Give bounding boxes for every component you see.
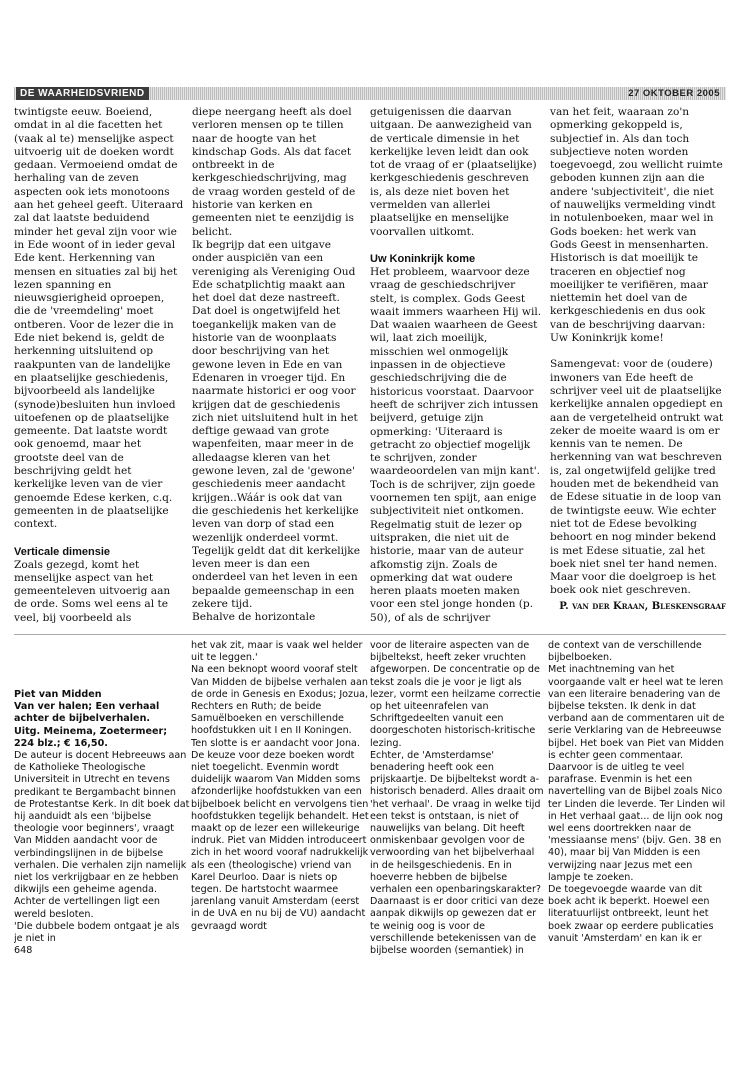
paragraph: Zoals gezegd, komt het menselijke aspect van het gemeenteleven uitvoerig aan de orde. Soms wel eens al te veel, bij voorbeeld als [14,558,171,624]
paragraph: Ik begrijp dat een uitgave onder auspiciën van een vereniging als Vereniging Oud Ede schatplichtig maakt aan het doel dat deze nastreeft. Dat doel is ongetwijfeld het toegankelijk maken van de historie van de woonplaats door beschrijving van het gewone leven in Ede en van Edenaren in vroeger tijd. En naarmate historici er oog voor krijgen dat de geschiedenis zich niet uitsluitend hult in het deftige gewaad van grote wapenfeiten, maar meer in de alledaagse kleren van het gewone leven, zal de 'gewone' geschiedenis meer aandacht krijgen..Wáár is ook dat van die geschiedenis het kerkelijke leven van dorp of stad een wezenlijk onderdeel vormt. Tegelijk geldt dat dit kerkelijke leven meer is dan een onderdeel van het leven in een bepaalde gemeenschap in een zekere tijd. [192,238,360,610]
paragraph: getuigenissen die daarvan uitgaan. De aanwezigheid van de verticale dimensie in het kerkelijke leven leidt dan ook tot de vraag of er (plaatselijke) kerkgeschiedenis geschreven is, als deze niet boven het vermelden van allerlei plaatselijke en menselijke voorvallen uitkomt. [370,106,537,238]
book-publisher: Uitg. Meinema, Zoetermeer; 224 blz.; € 16,50. [14,725,168,749]
paragraph: De toegevoegde waarde van dit boek acht ik beperkt. Hoewel een literatuurlijst ontbreekt, leunt het boek zwaar op eerdere publicaties vanuit 'Amsterdam' en kan ik er [548,884,714,944]
paragraph: van het feit, waaraan zo'n opmerking gekoppeld is, subjectief in. Als dan toch subjectieve noten worden toegevoegd, zou wellicht ruimte geboden kunnen zijn aan die andere 'subjectiviteit', die niet of nauwelijks vermelding vindt in notulenboeken, maar wel in Gods boeken: het werk van Gods Geest in mensenharten. Historisch is dat moeilijk te traceren en objectief nog moeilijker te verifiëren, maar niettemin het doel van de kerkgeschiedenis en dus ook van de beschrijving daarvan: Uw Koninkrijk kome! [550,106,723,345]
masthead: DE WAARHEIDSVRIEND [16,87,149,100]
paragraph: de context van de verschillende bijbelboeken. [548,640,702,664]
book-author: Piet van Midden [14,689,102,700]
paragraph: diepe neergang heeft als doel verloren mensen op te tillen naar de hoogte van het kindschap Gods. Als dat facet ontbreekt in de kerkgeschiedschrijving, mag de vraag worden gesteld of de historie van kerken en gemeenten niet te eenzijdig is belicht. [192,106,356,238]
paragraph: 'Die dubbele bodem ontgaat je als je niet in [14,920,180,945]
paragraph: het vak zit, maar is vaak wel helder uit te leggen.' [191,640,363,664]
page-number: 648 [14,945,33,957]
lower-column-4 [548,640,726,1020]
article-column-2 [192,106,362,626]
paragraph: Met inachtneming van het voorgaande valt er heel wat te leren van een literaire benadering van de bijbelse teksten. Ik denk in dat verband aan de commentaren uit de serie Verklaring van de Hebreeuwse bijbel. Het boek van Piet van Midden is echter geen commentaar. Daarvoor is de uitleg te veel parafrase. Evenmin is het een navertelling van de Bijbel zoals Nico ter Linden die leverde. Ter Linden wil in Het verhaal gaat... de lijn ook nog wel eens doortrekken naar de 'messiaanse mens' (bijv. Gen. 38 en 40), maar bij Van Midden is een verwijzing naar Jezus met een lampje te zoeken. [548,664,726,883]
section-heading: Verticale dimensie [14,545,110,558]
section-heading: Uw Koninkrijk kome [370,252,476,265]
lower-column-3 [370,640,546,1020]
paragraph: voor de literaire aspecten van de bijbeltekst, heeft zeker vruchten afgeworpen. De concentratie op de tekst zoals die je voor je ligt als lezer, vormt een heilzame correctie op het uiteenrafelen van Schriftgedeelten vanuit een doorgeschoten historisch-kritische lezing. [370,640,541,749]
article-column-1 [14,106,184,626]
paragraph: Echter, de 'Amsterdamse' benadering heeft ook een prijskaartje. De bijbeltekst wordt a-historisch benaderd. Alles draait om 'het verhaal'. De vraag in welke tijd een tekst is ontstaan, is niet of nauwelijks van belang. Dit heeft onmiskenbaar gevolgen voor de verwoording van het bijbelverhaal in de heilsgeschiedenis. En in hoeverre hebben de bijbelse verhalen een openbaringskarakter? Daarnaast is er door critici van deze aanpak dikwijls op gewezen dat er te weinig oog is voor de verschillende betekenissen van de bijbelse woorden (semantiek) in [370,749,544,957]
paragraph: Behalve de horizontale [192,611,316,624]
paragraph: Samengevat: voor de (oudere) inwoners van Ede heeft de schrijver veel uit de plaatselijke kerkelijke annalen opgediept en aan de vergetelheid ontrukt wat zeker de moeite waard is om er kennis van te nemen. De herkenning van wat beschreven is, zal ongetwijfeld gelijke tred houden met de bekendheid van de Edese situatie in de loop van de twintigste eeuw. Wie echter niet tot de Edese bevolking behoort en nog minder bekend is met Edese situatie, zal het boek niet snel ter hand nemen. Maar voor die doelgroep is het boek ook niet geschreven. [550,358,724,597]
paragraph: twintigste eeuw. Boeiend, omdat in al die facetten het (vaak al te) menselijke aspect uitvoerig uit de doeken wordt gedaan. Vermoeiend omdat de herhaling van de zeven aspecten ook iets monotoons aan het geheel geeft. Uiteraard zal dat laatste beduidend minder het geval zijn voor wie in Ede woont of in ieder geval Ede kent. Herkenning van mensen en situaties zal bij het lezen spanning en nieuwsgierigheid oproepen, die de 'vreemdeling' moet ontberen. Voor de lezer die in Ede niet bekend is, geldt de herkenning uitsluitend op raakpunten van de landelijke en plaatselijke geschiedenis, bijvoorbeeld als landelijke (synode)besluiten hun invloed uitoefenen op de plaatselijke gemeente. Dat laatste wordt ook genoemd, maar het grootste deel van de beschrijving geldt het kerkelijke leven van de vier genoemde Edese kerken, c.q. gemeenten in de plaatselijke context. [14,106,184,531]
review-author: P. van der Kraan, Bleskensgraaf [559,600,726,612]
article-column-4 [550,106,726,626]
issue-date: 27 OKTOBER 2005 [628,88,720,99]
paragraph: Na een beknopt woord vooraf stelt Van Midden de bijbelse verhalen aan de orde in Genesis en Exodus; Jozua, Rechters en Ruth; de beide Samuëlboeken en verschillende hoofdstukken uit I en II Koningen. Ten slotte is er aandacht voor Jona. De keuze voor deze boeken wordt niet toegelicht. Evenmin wordt duidelijk waarom Van Midden soms afzonderlijke hoofdstukken van een bijbelboek belicht en vervolgens tien hoofdstukken tegelijk behandelt. Het maakt op de lezer een willekeurige indruk. Piet van Midden introduceert zich in het woord vooraf nadrukkelijk als een (theologische) vriend van Karel Deurloo. Daar is niets op tegen. De hartstocht waarmee jarenlang vanuit Amsterdam (eerst in de UvA en nu bij de VU) aandacht gevraagd wordt [191,664,369,932]
book-title: Van ver halen; Een verhaal achter de bijbelverhalen. [14,701,160,725]
lower-column-1 [14,652,190,1012]
paragraph: Het probleem, waarvoor deze vraag de geschiedschrijver stelt, is complex. Gods Geest waait immers waarheen Hij wil. Dat waaien waarheen de Geest wil, laat zich moeilijk, misschien wel onmogelijk inpassen in de objectieve geschiedschrijving die de historicus voorstaat. Daarvoor heeft de schrijver zich intussen beijverd, getuige zijn opmerking: 'Uiteraard is getracht zo objectief mogelijk te schrijven, zonder waardeoordelen van mijn kant'. Toch is de schrijver, zijn goede voornemen ten spijt, aan enige subjectiviteit niet ontkomen. Regelmatig stuit de lezer op uitspraken, die niet uit de historie, maar van de auteur afkomstig zijn. Zoals de opmerking dat wat oudere heren plaats moeten maken voor een stel jonge honden (p. 50), of als de schrijver [370,265,542,624]
lower-column-2 [191,640,369,1020]
paragraph: De auteur is docent Hebreeuws aan de Katholieke Theologische Universiteit in Utrecht en tevens predikant te Bergambacht binnen de Protestantse Kerk. In dit boek dat hij aanduidt als een 'bijbelse theologie voor beginners', vraagt Van Midden aandacht voor de verbindingslijnen in de bijbelse verhalen. Die verhalen zijn namelijk niet los verkrijgbaar en ze hebben dikwijls een geheime agenda. Achter de vertellingen ligt een wereld besloten. [14,750,190,920]
article-column-3 [370,106,542,626]
page-header [14,87,726,100]
section-divider [14,634,726,635]
